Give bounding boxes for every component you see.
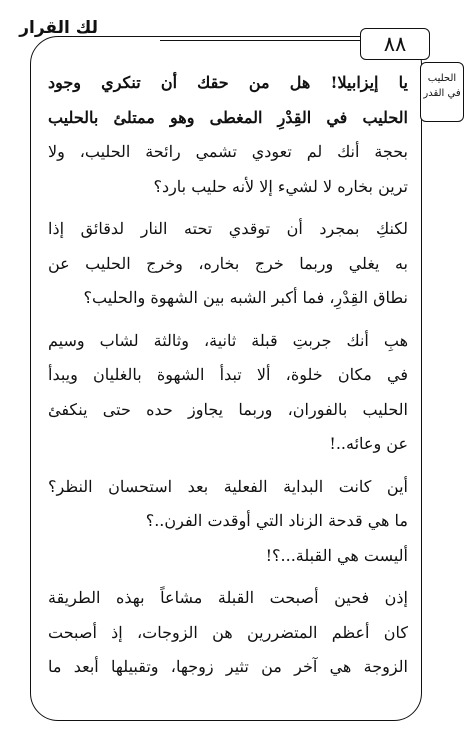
text-line: ما هي قدحة الزناد التي أوقدت الفرن..؟	[145, 511, 408, 530]
text-line: لكنكِ بمجرد أن توقدي تحته النار لدقائق إذا	[48, 219, 408, 238]
paragraph-4	[48, 470, 408, 539]
text-line: الحليب في القِدْرِ المغطى وهو ممتلئ بالحليب	[48, 107, 408, 127]
book-title: لك القرار	[19, 18, 98, 38]
text-line: الحليب بالفوران، وربما يجاوز حده حتى ينكفئ	[48, 399, 408, 419]
text-line: أين كانت البداية الفعلية بعد استحسان النظر؟	[48, 476, 408, 496]
text-line: عن وعائه..!	[329, 434, 408, 453]
body-text	[48, 66, 408, 685]
paragraph-6	[48, 581, 408, 685]
margin-note	[420, 62, 464, 122]
paragraph-3	[48, 324, 408, 462]
text-line: يا إيزابيلا! هل من حقك أن تنكري وجود	[48, 73, 408, 92]
margin-note-line-2: في القدر	[423, 88, 461, 99]
paragraph-1	[48, 66, 408, 204]
text-line: إذن فحين أصبحت القبلة مشاعاً بهذه الطريقة	[48, 588, 408, 607]
text-line: نطاق القِدْرِ، فما أكبر الشبه بين الشهوة والحليب؟	[83, 288, 408, 307]
page-number: ٨٨	[360, 28, 430, 60]
text-line: به يغلي وربما خرج بخاره، وخرج الحليب عن	[48, 253, 408, 273]
paragraph-5	[48, 539, 408, 574]
paragraph-2	[48, 212, 408, 316]
margin-note-line-1: الحليب	[427, 73, 457, 84]
text-line: أليست هي القبلة...؟!	[265, 545, 408, 565]
text-line: بحجة أنك لم تعودي تشمي رائحة الحليب، ولا	[48, 142, 408, 161]
text-line: كان أعظم المتضررين هن الزوجات، إذ أصبحت	[48, 622, 408, 642]
text-line: هبِ أنك جربتِ قبلة ثانية، وثالثة لشاب وسيم	[48, 330, 408, 350]
text-line: ترين بخاره لا لشيء إلا لأنه حليب بارد؟	[153, 176, 408, 196]
text-line: الزوجة هي آخر من تثير زوجها، وتقبيلها أبعد ما	[48, 657, 408, 676]
text-line: في مكان خلوة، ألا تبدأ الشهوة بالغليان ويبدأ	[48, 365, 408, 384]
